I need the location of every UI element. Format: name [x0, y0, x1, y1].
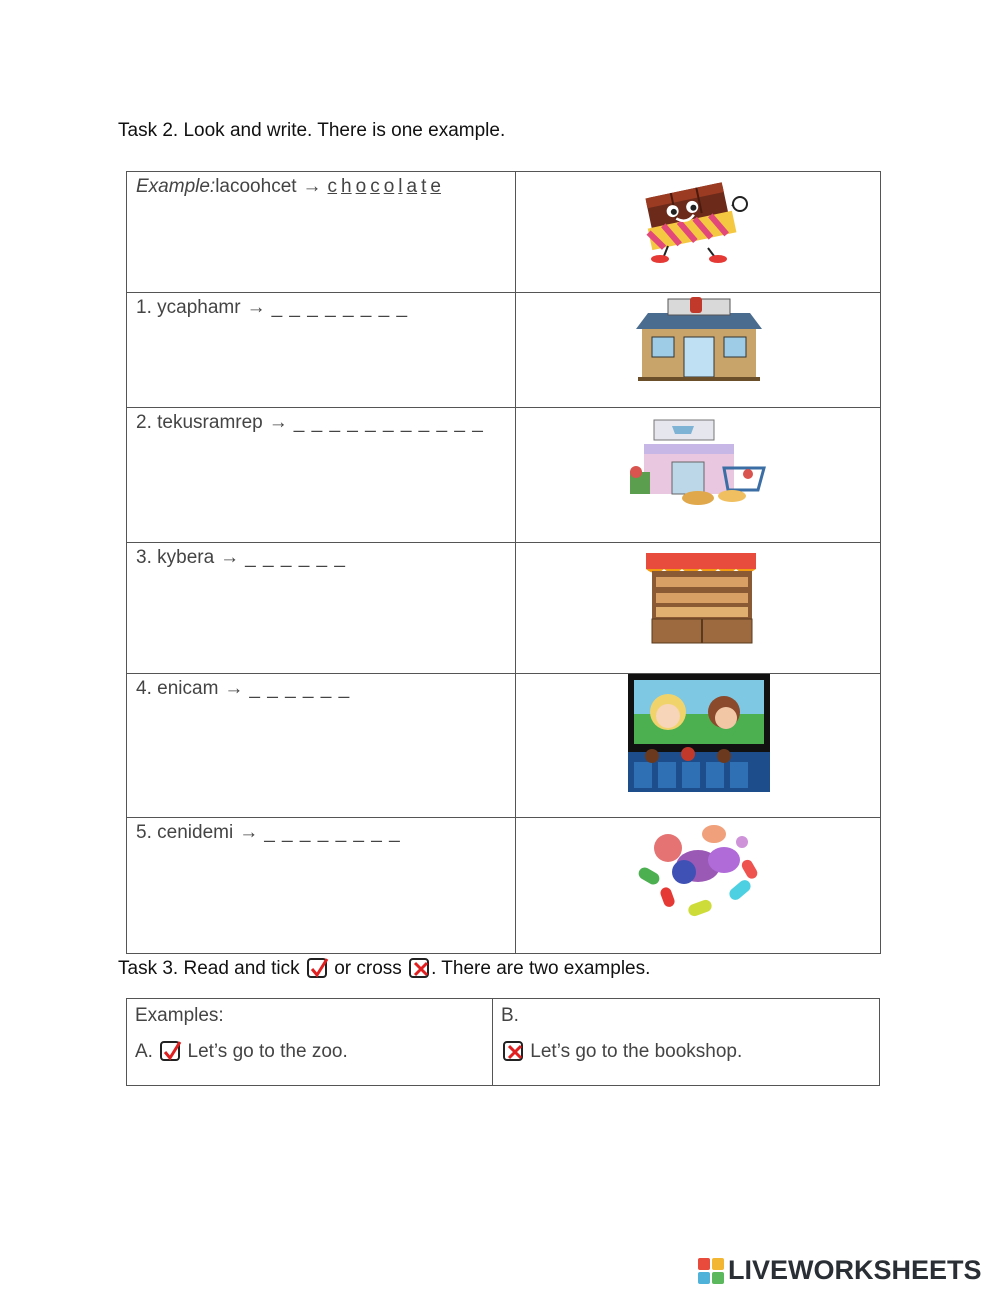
tick-icon: [307, 958, 327, 978]
pharmacy-shop-icon: [628, 293, 770, 383]
row-number: 4.: [136, 678, 152, 699]
brand-text: LIVEWORKSHEETS: [728, 1255, 982, 1285]
arrow-icon: →: [239, 822, 259, 843]
example-a-cell: [127, 999, 493, 1086]
scrambled-word: ycaphamr: [157, 297, 241, 318]
task3-table: [126, 998, 880, 1086]
row-number: 2.: [136, 412, 152, 433]
row-number: 3.: [136, 547, 152, 568]
chocolate-bar-character-icon: [628, 176, 770, 268]
task3-title: Task 3. Read and tick or cross . There are two examples.: [118, 958, 651, 979]
tick-icon: [160, 1041, 180, 1061]
table-row: [127, 818, 881, 954]
example-label: Example:: [136, 176, 216, 197]
table-row: [127, 543, 881, 674]
table-row: [127, 408, 881, 543]
example-image-cell: [516, 172, 881, 293]
medicine-pills-icon: [628, 820, 770, 930]
row-number: 5.: [136, 822, 152, 843]
example-a-text: Let’s go to the zoo.: [187, 1041, 348, 1062]
table-row: [127, 674, 881, 818]
cinema-icon: [628, 674, 770, 792]
table-row: [127, 293, 881, 408]
example-b-text: Let’s go to the bookshop.: [530, 1041, 743, 1062]
task2-table: [126, 171, 881, 954]
answer-blanks[interactable]: _ _ _ _ _ _: [245, 547, 346, 568]
table-row: [127, 172, 881, 293]
example-cell: [127, 172, 516, 293]
example-b-cell: [493, 999, 880, 1086]
answer-blanks[interactable]: _ _ _ _ _ _ _ _: [271, 297, 409, 318]
liveworksheets-logo: [698, 1255, 982, 1286]
examples-label: Examples:: [135, 1005, 224, 1026]
arrow-icon: →: [224, 678, 244, 699]
answer-blanks[interactable]: _ _ _ _ _ _ _ _: [264, 822, 401, 843]
scrambled-word: kybera: [157, 547, 215, 568]
example-b-label: B.: [501, 1005, 519, 1026]
row-number: 1.: [136, 297, 152, 318]
scrambled-word: enicam: [157, 678, 219, 699]
scrambled-word: tekusramrep: [157, 412, 263, 433]
arrow-icon: →: [302, 176, 322, 197]
example-answer: c h o c o l a t e: [327, 176, 441, 197]
example-scrambled: lacoohcet: [215, 176, 297, 197]
arrow-icon: →: [220, 547, 240, 568]
cross-icon: [503, 1041, 523, 1061]
supermarket-icon: [628, 416, 770, 508]
arrow-icon: →: [268, 412, 288, 433]
cross-icon: [409, 958, 429, 978]
task2-title: Task 2. Look and write. There is one example.: [118, 120, 506, 141]
answer-blanks[interactable]: _ _ _ _ _ _: [249, 678, 351, 699]
logo-blocks-icon: [698, 1258, 724, 1284]
bakery-stall-icon: [628, 549, 770, 647]
table-row: [127, 999, 880, 1086]
scrambled-word: cenidemi: [157, 822, 234, 843]
arrow-icon: →: [246, 297, 266, 318]
answer-blanks[interactable]: _ _ _ _ _ _ _ _ _ _ _: [293, 412, 484, 433]
example-a-label: A.: [135, 1041, 153, 1062]
